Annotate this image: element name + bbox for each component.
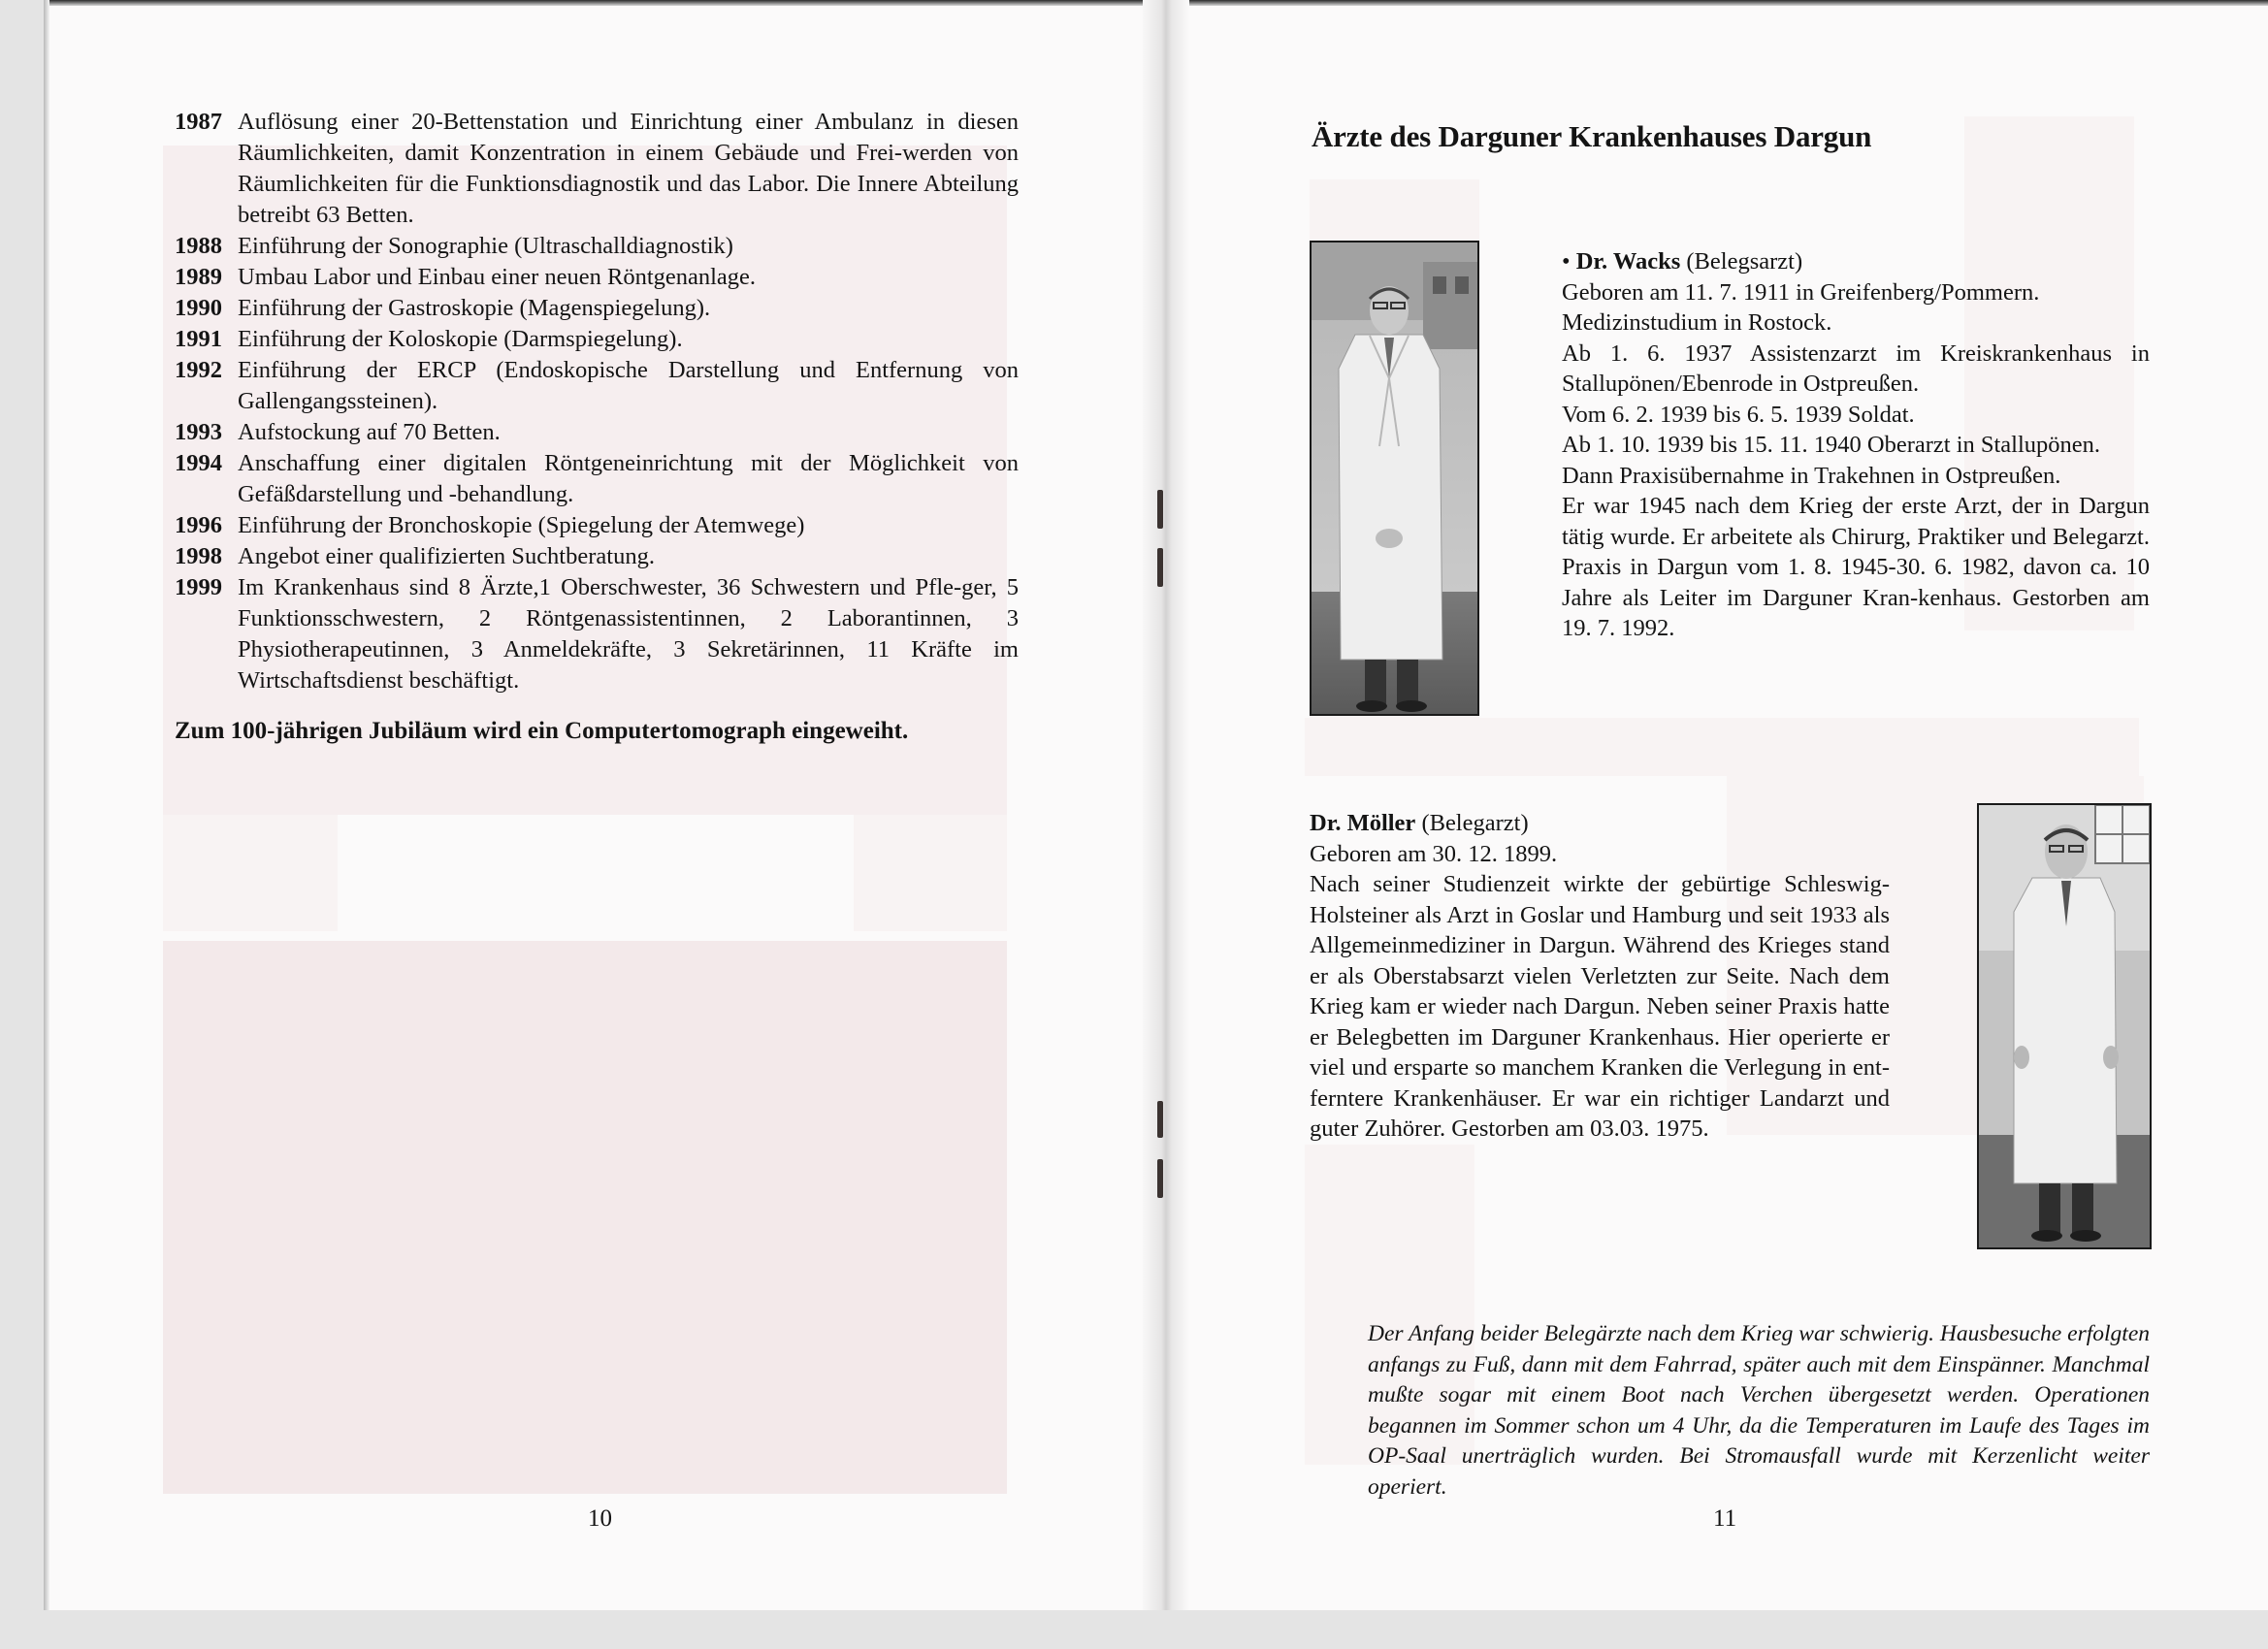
entry-text: Im Krankenhaus sind 8 Ärzte,1 Oberschwester, 36 Schwestern und Pfle-ger, 5 Funktionsschwestern, 2 Röntgenassistentinnen, 2 Laborantinnen, 3 Physiotherapeutinnen, 3 Anmeldekräfte, 3 Sekretärinnen, 11 Kräfte im Wirtschaftsdienst beschäftigt. (238, 574, 1019, 694)
entry-text: Einführung der ERCP (Endoskopische Darstellung und Entfernung von Gallengangssteinen). (238, 357, 1019, 414)
staple (1157, 1101, 1163, 1138)
chronicle-entry (175, 324, 1019, 355)
chronicle-entry (175, 293, 1019, 324)
page-heading: Ärzte des Darguner Krankenhauses Dargun (1312, 119, 1872, 153)
show-through-block (1305, 718, 2139, 776)
chronicle-list (175, 107, 1019, 696)
staple (1157, 1159, 1163, 1198)
bio-dr-moeller (1310, 808, 1890, 1145)
portrait-photo-dr-wacks (1310, 241, 1479, 716)
chronicle-entry (175, 541, 1019, 572)
chronicle-entry (175, 448, 1019, 510)
entry-text: Umbau Labor und Einbau einer neuen Röntgenanlage. (238, 264, 757, 290)
show-through-block (854, 815, 1007, 931)
bio-line: Medizinstudium in Rostock. (1562, 309, 1832, 336)
chronicle-entry (175, 417, 1019, 448)
entry-text: Angebot einer qualifizierten Suchtberatung. (238, 543, 655, 569)
entry-year: 1990 (175, 295, 222, 321)
entry-text: Anschaffung einer digitalen Röntgeneinrichtung mit der Möglichkeit von Gefäßdarstellung und -behandlung. (238, 450, 1019, 507)
entry-text: Einführung der Gastroskopie (Magenspiegelung). (238, 295, 711, 321)
doctor-name: Dr. Wacks (1575, 248, 1681, 275)
doctor-role: (Belegsarzt) (1680, 248, 1803, 275)
entry-text: Einführung der Bronchoskopie (Spiegelung der Atemwege) (238, 512, 805, 538)
portrait-dr-wacks-image (1312, 242, 1477, 714)
entry-year: 1989 (175, 264, 222, 290)
entry-year: 1993 (175, 419, 222, 445)
chronicle-entry (175, 355, 1019, 417)
staple (1157, 548, 1163, 587)
entry-text: Aufstockung auf 70 Betten. (238, 419, 501, 445)
chronicle-entry (175, 107, 1019, 231)
bio-line: Nach seiner Studienzeit wirkte der gebürtige Schleswig-Holsteiner als Arzt in Goslar und Hamburg und seit 1933 als Allgemeinmediziner in Dargun. Während des Krieges stand er als Oberstabsarzt vielen Verletzten zur Seite. Nach dem Krieg kam er wieder nach Dargun. Neben seiner Praxis hatte er Belegbetten im Darguner Krankenhaus. Hier operierte er viel und ersparte so manchem Kranken die Verlegung in ent-ferntere Krankenhäuser. Er war ein richtiger Landarzt und guter Zuhörer. Gestorben am 03.03. 1975. (1310, 871, 1890, 1142)
show-through-block (163, 815, 338, 931)
entry-year: 1994 (175, 450, 222, 476)
page-number-left: 10 (588, 1505, 612, 1532)
bio-line: Ab 1. 10. 1939 bis 15. 11. 1940 Oberarzt in Stallupönen. (1562, 432, 2101, 458)
show-through-block (163, 941, 1007, 1494)
bullet: • (1562, 248, 1576, 275)
doctor-role: (Belegarzt) (1415, 810, 1529, 836)
page-number-right: 11 (1713, 1505, 1737, 1532)
entry-year: 1998 (175, 543, 222, 569)
jubilee-statement: Zum 100-jährigen Jubiläum wird ein Computertomograph eingeweiht. (175, 718, 909, 744)
entry-year: 1991 (175, 326, 222, 352)
bio-line: Dann Praxisübernahme in Trakehnen in Ostpreußen. (1562, 462, 2061, 489)
left-edge (44, 0, 49, 1610)
center-fold (1143, 0, 1189, 1610)
chronicle-entry (175, 262, 1019, 293)
portrait-dr-moeller-image (1979, 805, 2150, 1247)
bio-dr-wacks (1562, 246, 2150, 644)
bio-line: Vom 6. 2. 1939 bis 6. 5. 1939 Soldat. (1562, 401, 1915, 428)
chronicle-entry (175, 510, 1019, 541)
chronicle-entry (175, 231, 1019, 262)
entry-text: Einführung der Sonographie (Ultraschalldiagnostik) (238, 233, 733, 259)
bio-line: Er war 1945 nach dem Krieg der erste Arzt, der in Dargun tätig wurde. Er arbeitete als Chirurg, Praktiker und Belegarzt. Praxis in Dargun vom 1. 8. 1945-30. 6. 1982, davon ca. 10 Jahre als Leiter im Darguner Kran-kenhaus. Gestorben am 19. 7. 1992. (1562, 493, 2150, 641)
bio-line: Geboren am 11. 7. 1911 in Greifenberg/Pommern. (1562, 278, 2040, 306)
doctor-name-line (1562, 246, 2150, 277)
bio-line: Geboren am 30. 12. 1899. (1310, 840, 1558, 867)
closing-note: Der Anfang beider Belegärzte nach dem Krieg war schwierig. Hausbesuche erfolgten anfangs zu Fuß, dann mit dem Fahrrad, später auch mit dem Einspänner. Manchmal mußte sogar mit einem Boot nach Verchen übergesetzt werden. Operationen begannen im Sommer schon um 4 Uhr, da die Temperaturen im Laufe des Tages im OP-Saal unerträglich wurden. Bei Stromausfall wurde mit Kerzenlicht weiter operiert. (1368, 1321, 2150, 1500)
doctor-name: Dr. Möller (1310, 810, 1416, 836)
entry-text: Einführung der Koloskopie (Darmspiegelung). (238, 326, 683, 352)
staple (1157, 490, 1163, 529)
entry-year: 1987 (175, 109, 222, 135)
chronicle-entry (175, 572, 1019, 696)
entry-year: 1996 (175, 512, 222, 538)
entry-year: 1992 (175, 357, 222, 383)
portrait-photo-dr-moeller (1977, 803, 2152, 1249)
entry-text: Auflösung einer 20-Bettenstation und Einrichtung einer Ambulanz in diesen Räumlichkeiten, damit Konzentration in einem Gebäude und Frei-werden von Räumlichkeiten für die Funktionsdiagnostik und das Labor. Die Innere Abteilung betreibt 63 Betten. (238, 109, 1019, 228)
bio-line: Ab 1. 6. 1937 Assistenzarzt im Kreiskrankenhaus in Stallupönen/Ebenrode in Ostpreußen. (1562, 340, 2150, 397)
entry-year: 1999 (175, 574, 222, 600)
doctor-name-line (1310, 808, 1890, 839)
entry-year: 1988 (175, 233, 222, 259)
